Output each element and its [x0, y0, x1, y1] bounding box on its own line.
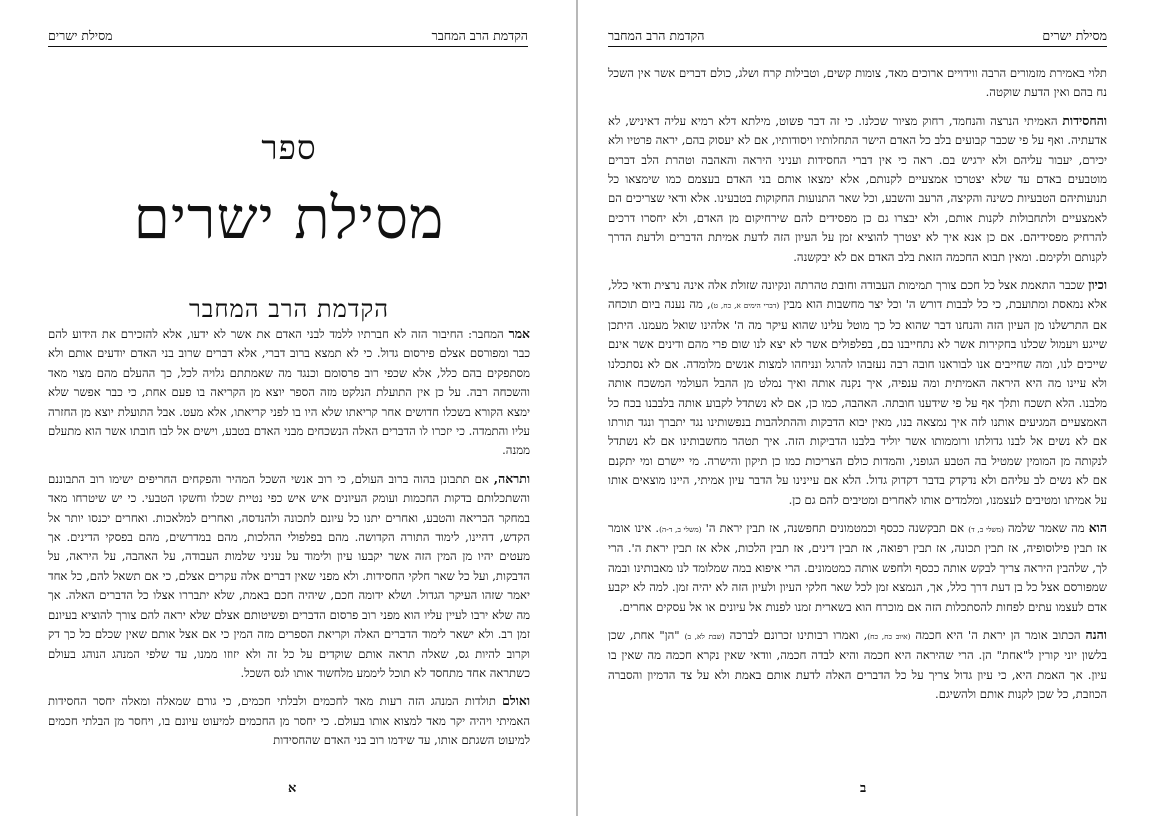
- running-header: [608, 24, 1107, 47]
- body-text: [48, 324, 530, 759]
- running-header-right: מסילת ישרים: [1042, 28, 1107, 43]
- page-number: א: [288, 781, 297, 796]
- paragraph-text: תלוי באמירת מזמורים הרבה ווידויים ארוכים מאד, צומות קשים, וטבילות קרח ושלג, כולם דברים אשר אין השכל נח בהם ואין הדעת שוקטה.: [608, 66, 1107, 100]
- paragraph: [48, 469, 530, 683]
- paragraph-text: מה שאמר שלמה: [1003, 520, 1089, 535]
- paragraph-text: , מה נענה ביום תוכחה אם התרשלנו מן העיון הזה והנחנו דבר שהוא כל כך מוטל עלינו שהוא עיקר מה ה' אלהינו שואל מעמנו. היתכן שייגע ויעמול שכלנו בחקירות אשר לא נתחייבנו בם, בפלפולים אשר לא יצא לנו שום פרי מהם ודינים אשר אינם שייכים לנו, ומה שחייבים אנו לבוראנו חובה רבה נעזבהו להרגל ונניחהו למצות אנשים מלומדה. אם לא נסתכלנו ולא עיינו מה היא היראה האמיתית ומה ענפיה, איך נקנה אותה ואיך נמלט מן ההבל העולמי המשכח אותה מלבנו. הלא תשכח ותלך אף על פי שידענו חובתה. האהבה, כמו כן, אם לא נשתדל לקבוע אותה בלבבנו בכח כל האמצעיים המגיעים אותנו לזה איך נמצאה בנו, מאין יבוא הדבקות וההתלהבות בנפשותינו נגד יתברך ונגד תורתו אם לא נשים אל לבנו גדולתו ורוממותו אשר יוליד בלבנו הדביקות הזה. איך תטהר מחשבותינו אם לא נשתדל לנקותה מן המומין שמטיל בה הטבע הגופני, והמדות כולם הצריכות כמו כן תיקון והישרה. מי יישרם ומי יתקנם אם לא נשים לב עליהם ולא נדקדק בדבר דקדוק גדול. הלא אם עיינינו על הדבר עיון אמיתי, היינו מוצאים אותו על אמיתו ומטיבים לעצמנו, ומלמדים אותו לאחרים ומטיבים להם גם כן.: [608, 297, 1107, 507]
- paragraph-text: תולדות המנהג הזה רעות מאד לחכמים ולבלתי חכמים, כי גורם שמאלה ומאלה יחסר החסידות האמיתי ויהיה יקר מאד למצוא אותו בעולם. כי יחסר מן החכמים למיעוט עיונם בו, ויחסר מן הבלתי חכמים למיעוט השגתם אותו, עד שידמו רוב בני האדם שהחסידות: [48, 694, 530, 748]
- running-header-left: מסילת ישרים: [48, 28, 113, 43]
- book-word: ספר: [261, 128, 317, 167]
- paragraph-text: . אינו אומר אז תבין פילוסופיה, אז תבין תכונה, אז תבין רפואה, אז תבין דינים, אז תבין הלכות, אלא אז תבין יראת ה'. הרי לך, שלהבין היראה צריך לבקש אותה ככסף ולחפש אותה כמטמונים. הרי איפוא במה שמלומד לנו מאבותינו ובמה שמפורסם אצל כל בן דעת דרך כלל, אך, הנמצא זמן לכל שאר חלקי העיון ולעיון הזה לא יהיה זמן. למה לא יקבע אדם לעצמו עתים לפחות להסתכלות הזה אם מוכרח הוא בשארית זמנו לפנות אל עיונים או אל עסקים אחרים.: [608, 520, 1107, 614]
- paragraph-text: אם תתבונן בהוה ברוב העולם, כי רוב אנשי השכל המהיר והפקחים החריפים ישימו רוב התבוננם והשתכלותם בדקות החכמות ועומק העיונים איש איש כפי נטיית שכלו וחשקו הטבעי. כי יש שיטרחו מאד במחקר הבריאה והטבע, ואחרים יתנו כל עיונם לתכונה ולהנדסה, ואחרים למלאכות. ואחרים יכנסו יותר אל הקדש, דהיינו, לימוד התורה הקדושה. מהם בפלפולי ההלכות, מהם במדרשים, מהם בפסקי הדינים. אך מעטים יהיו מן המין הזה אשר יקבעו עיון ולימוד על עניני שלמות העבודה, על האהבה, על היראה, על הדבקות, ועל כל שאר חלקי החסידות. ולא מפני שאין דברים אלה עקרים אצלם, כי אם תשאל להם, כל אחד יאמר שזהו העיקר הגדול. ושלא ידומה חכם, שיהיה חכם באמת, שלא יתבררו אצלו כל הדברים האלה. אך מה שלא ירבו לעיין עליו הוא מפני רוב פרסום הדברים ופשיטותם אצלם שלא יראה להם צורך להוציא בעיונם זמן רב. ולא ישאר לימוד הדברים האלה וקריאת הספרים מזה המין כי אם אצל אותם שאין שכלם כל כך דק וקרוב להיות גס, שאלה תראה אותם שוקדים על כל זה ולא יזוזו ממנו, עד שלפי המנהג הנוהג בעולם כשתראה אחד מתחסד לא תוכל ליממע מלחשוד אותו לגס השכל.: [48, 471, 530, 680]
- paragraph: [48, 691, 530, 750]
- lead-word: והחסידות: [1062, 112, 1107, 128]
- paragraph: [608, 275, 1107, 510]
- page-number: ב: [860, 781, 867, 796]
- left-page: [0, 0, 576, 816]
- source-reference: (דברי הימים א, כח, ט): [710, 301, 780, 311]
- paragraph: [48, 324, 530, 461]
- source-reference: (משלי ב, ד-ה): [659, 524, 702, 534]
- paragraph-text: המחבר: החיבור הזה לא חברתיו ללמד לבני האדם את אשר לא ידעו, אלא להזכירם את הידוע להם כבר ומפורסם אצלם פירסום גדול. כי לא תמצא ברוב דברי, אלא דברים שרוב בני האדם יודעים אותם ולא מסתפקים בהם כלל, אלא שכפי רוב פרסומם וכנגד מה שאמתתם גלויה לכל, כך ההעלם מהם מצוי מאד והשכחה רבה. על כן אין התועלת הנלקט מזה הספר יוצא מן הקריאה בו פעם אחת, כי כבר אפשר שלא ימצא הקורא בשכלו חדושים אחר קריאתו שלא היו בו לפני קריאתו, אלא מעט. אבל התועלת יוצא מן החזרה עליו והתמדה. כי יזכרו לו הדברים האלה הנשכחים מבני האדם בטבע, וישים אל לבו חובתו אשר הוא מתעלם ממנה.: [48, 327, 530, 458]
- paragraph-text: שכבר התאמת אצל כל חכם צורך תמימות העבודה וחובת טהרתה ונקיונה שזולת אלה אינה נרצית ודאי כלל, אלא נמאסת ומתועבת, כי כל לבבות דורש ה' וכל יצר מחשבות הוא מבין: [608, 278, 1107, 312]
- paragraph-text: "הן" אחת, שכן בלשון יוני קורין ל"אחת" הן. הרי שהיראה היא חכמה והיא לבדה חכמה, וודאי שאין נקרא חכמה מה שאין בו עיון. אך האמת היא, כי עיון גדול צריך על כל הדברים האלה לדעת אותם באמת ולא על צד הדמיון והסברה הכוזבת, כל שכן לקנות אותם ולהשיגם.: [608, 627, 1107, 702]
- right-page: [578, 0, 1155, 816]
- running-header: [48, 24, 528, 47]
- paragraph: [608, 111, 1107, 267]
- paragraph-text: האמיתי הנרצה והנחמד, רחוק מציור שכלנו. כי זה דבר פשוט, מילתא דלא רמיא עליה דאיניש, לא אדעתיה. ואף על פי שכבר קבועים בלב כל האדם הישר התחלותיו ויסודותיו, אם לא יעסוק בהם, יראה פרטיו ולא יכירם, יעבור עליהם ולא ירגיש בם. ראה כי אין דברי החסידות ועניני היראה והאהבה וטהרת הלב דברים מוטבעים באדם עד שלא יצטרכו אמצעיים לקנותם, אלא ימצאו אותם בני האדם בעצמם כמו שימצאו כל תנועותיהם הטבעיות כשינה והקיצה, הרעב והשבע, וכל שאר התנועות החקוקות בטבעינו. אלא ודאי שצריכים הם לאמצעיים ולתחבולות לקנות אותם, ולא יבצרו גם כן מפסידים להם שירחיקום מן האדם, ולא יחסרו דרכים להרחיק מפסידיהם. אם כן אנא איך לא יצטרך להוציא זמן על העיון הזה לדעת אמיתת הדברים ולדעת הדרך לקנותם ולקימם. ומאין תבוא החכמה הזאת בלב האדם אם לא יבקשנה.: [608, 113, 1107, 264]
- source-reference: (משלי ב, ד): [968, 524, 1004, 534]
- lead-word: והנה: [1085, 626, 1107, 642]
- paragraph-text: , ואמרו רבותינו זכרונם לברכה: [724, 627, 868, 642]
- lead-word: הוא: [1088, 519, 1107, 535]
- lead-word: ותראה,: [493, 470, 530, 486]
- title-block: [48, 128, 530, 326]
- paragraph: [608, 625, 1107, 705]
- section-title: הקדמת הרב המחבר: [188, 295, 390, 323]
- source-reference: (שבת לא, ב): [684, 631, 725, 641]
- running-header-left: הקדמת הרב המחבר: [608, 28, 705, 43]
- running-header-right: הקדמת הרב המחבר: [431, 28, 528, 43]
- lead-word: אמר: [508, 326, 530, 341]
- source-reference: (איוב כח, כח): [867, 631, 911, 641]
- paragraph: [608, 518, 1107, 617]
- body-text: [608, 64, 1107, 713]
- lead-word: ואולם: [502, 693, 530, 709]
- book-title: מסילת ישרים: [133, 184, 445, 252]
- paragraph-text: הכתוב אומר הן יראת ה' היא חכמה: [910, 627, 1086, 642]
- paragraph-text: אם תבקשנה ככסף וכמטמונים תחפשנה, אז תבין יראת ה': [701, 520, 969, 535]
- lead-word: וכיון: [1088, 277, 1107, 293]
- paragraph: [608, 64, 1107, 103]
